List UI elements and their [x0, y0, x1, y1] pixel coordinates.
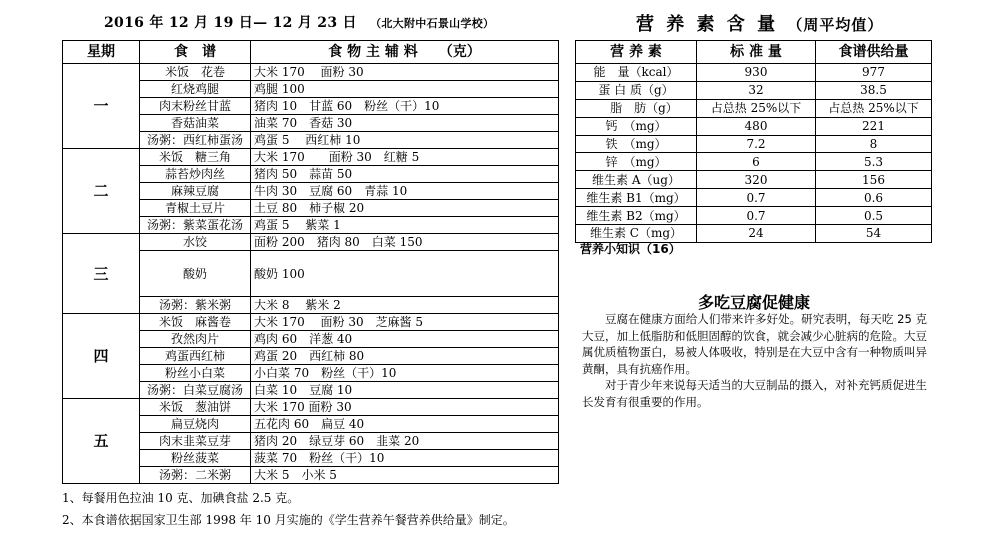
menu-ingredients: 面粉 200 猪肉 80 白菜 150	[251, 234, 559, 251]
nutrition-supply: 977	[816, 64, 932, 82]
nutrition-supply: 0.5	[816, 207, 932, 225]
nutrition-std: 0.7	[697, 189, 816, 207]
nutrition-supply: 54	[816, 225, 932, 243]
menu-dish: 红烧鸡腿	[140, 81, 251, 98]
nutrition-std: 0.7	[697, 207, 816, 225]
menu-dish: 米饭 麻酱卷	[140, 314, 251, 331]
nutrition-name: 维生素 B2（mg）	[576, 207, 697, 225]
menu-ingredients: 酸奶 100	[251, 251, 559, 297]
nutrition-supply: 221	[816, 117, 932, 135]
menu-dish: 米饭 葱油饼	[140, 399, 251, 416]
menu-row	[63, 64, 559, 81]
nutrition-row	[576, 207, 932, 225]
menu-ingredients: 大米 170 面粉 30 芝麻酱 5	[251, 314, 559, 331]
nutrition-header-supply: 食谱供给量	[816, 41, 932, 64]
menu-ingredients: 鸡肉 60 洋葱 40	[251, 331, 559, 348]
nutrition-supply: 156	[816, 171, 932, 189]
nutrition-name: 蛋 白 质（g）	[576, 81, 697, 99]
nutrition-header-name: 营 养 素	[576, 41, 697, 64]
nutrition-supply: 38.5	[816, 81, 932, 99]
menu-dish: 汤粥：白菜豆腐汤	[140, 382, 251, 399]
menu-day: 五	[63, 399, 140, 484]
nutrition-name: 铁 （mg）	[576, 135, 697, 153]
nutrition-row	[576, 189, 932, 207]
menu-ingredients: 小白菜 70 粉丝（干）10	[251, 365, 559, 382]
menu-ingredients: 大米 8 紫米 2	[251, 297, 559, 314]
article-title: 多吃豆腐促健康	[697, 293, 810, 312]
menu-ingredients: 菠菜 70 粉丝（干）10	[251, 450, 559, 467]
menu-ingredients: 猪肉 10 甘蓝 60 粉丝（干）10	[251, 98, 559, 115]
article-body	[582, 311, 927, 411]
nutrition-row	[576, 64, 932, 82]
menu-ingredients: 鸡蛋 20 西红柿 80	[251, 348, 559, 365]
menu-dish: 米饭 糖三角	[140, 149, 251, 166]
menu-day: 三	[63, 234, 140, 314]
menu-dish: 孜然肉片	[140, 331, 251, 348]
nutrition-std: 930	[697, 64, 816, 82]
menu-day: 一	[63, 64, 140, 149]
menu-row	[63, 399, 559, 416]
menu-day: 二	[63, 149, 140, 234]
menu-dish: 汤粥：紫菜蛋花汤	[140, 217, 251, 234]
menu-dish: 鸡蛋西红柿	[140, 348, 251, 365]
menu-ingredients: 鸡腿 100	[251, 81, 559, 98]
nutrition-std: 6	[697, 153, 816, 171]
menu-dish: 香菇油菜	[140, 115, 251, 132]
nutrition-row	[576, 153, 932, 171]
nutrition-table	[575, 40, 932, 243]
tip-heading: 营养小知识（16）	[580, 242, 681, 256]
school-name: （北大附中石景山学校）	[370, 17, 495, 30]
menu-ingredients: 大米 170 面粉 30	[251, 399, 559, 416]
nutrition-title	[636, 10, 883, 36]
nutrition-supply: 0.6	[816, 189, 932, 207]
menu-row	[63, 314, 559, 331]
menu-dish: 酸奶	[140, 251, 251, 297]
menu-ingredients: 大米 5 小米 5	[251, 467, 559, 484]
nutrition-std: 480	[697, 117, 816, 135]
nutrition-std: 320	[697, 171, 816, 189]
menu-header-day: 星期	[63, 41, 140, 64]
menu-ingredients: 猪肉 20 绿豆芽 60 韭菜 20	[251, 433, 559, 450]
nutrition-std: 32	[697, 81, 816, 99]
menu-ingredients: 五花肉 60 扁豆 40	[251, 416, 559, 433]
menu-dish: 肉末韭菜豆芽	[140, 433, 251, 450]
nutrition-title-text: 营 养 素 含 量	[636, 14, 779, 35]
menu-dish: 扁豆烧肉	[140, 416, 251, 433]
menu-ingredients: 土豆 80 柿子椒 20	[251, 200, 559, 217]
nutrition-std: 24	[697, 225, 816, 243]
nutrition-subtitle: （周平均值）	[787, 16, 884, 34]
menu-ingredients: 大米 170 面粉 30 红糖 5	[251, 149, 559, 166]
nutrition-row	[576, 117, 932, 135]
menu-row	[63, 149, 559, 166]
menu-dish: 汤粥：西红柿蛋汤	[140, 132, 251, 149]
nutrition-header-standard: 标 准 量	[697, 41, 816, 64]
nutrition-name: 维生素 B1（mg）	[576, 189, 697, 207]
nutrition-name: 能 量（kcal）	[576, 64, 697, 82]
note-2: 2、本食谱依据国家卫生部 1998 年 10 月实施的《学生营养午餐营养供给量》制定。	[62, 513, 515, 527]
menu-header-dish: 食 谱	[140, 41, 251, 64]
nutrition-std: 7.2	[697, 135, 816, 153]
nutrition-row	[576, 99, 932, 117]
menu-header-ingredients: 食 物 主 辅 料 （克）	[251, 41, 559, 64]
menu-dish: 青椒土豆片	[140, 200, 251, 217]
nutrition-name: 维生素 A（ug）	[576, 171, 697, 189]
menu-ingredients: 大米 170 面粉 30	[251, 64, 559, 81]
nutrition-std: 占总热 25%以下	[697, 99, 816, 117]
nutrition-supply: 8	[816, 135, 932, 153]
note-1: 1、每餐用色拉油 10 克、加碘食盐 2.5 克。	[62, 491, 300, 505]
nutrition-supply: 5.3	[816, 153, 932, 171]
nutrition-row	[576, 171, 932, 189]
nutrition-supply: 占总热 25%以下	[816, 99, 932, 117]
article-paragraph: 对于青少年来说每天适当的大豆制品的摄入，对补充钙质促进生长发育有很重要的作用。	[582, 378, 927, 409]
menu-ingredients: 猪肉 50 蒜苗 50	[251, 166, 559, 183]
nutrition-name: 锌 （mg）	[576, 153, 697, 171]
menu-dish: 肉末粉丝甘蓝	[140, 98, 251, 115]
menu-dish: 汤粥：紫米粥	[140, 297, 251, 314]
nutrition-name: 钙 （mg）	[576, 117, 697, 135]
nutrition-name: 维生素 C（mg）	[576, 225, 697, 243]
menu-ingredients: 鸡蛋 5 紫菜 1	[251, 217, 559, 234]
menu-dish: 水饺	[140, 234, 251, 251]
menu-row	[63, 234, 559, 251]
menu-table	[62, 40, 559, 484]
menu-ingredients: 鸡蛋 5 西红柿 10	[251, 132, 559, 149]
menu-dish: 米饭 花卷	[140, 64, 251, 81]
menu-ingredients: 油菜 70 香菇 30	[251, 115, 559, 132]
menu-day: 四	[63, 314, 140, 399]
nutrition-row	[576, 81, 932, 99]
nutrition-row	[576, 135, 932, 153]
menu-ingredients: 牛肉 30 豆腐 60 青蒜 10	[251, 183, 559, 200]
menu-dish: 麻辣豆腐	[140, 183, 251, 200]
menu-dish: 粉丝菠菜	[140, 450, 251, 467]
menu-title	[104, 12, 494, 32]
date-range: 2016 年 12 月 19 日— 12 月 23 日	[104, 15, 357, 31]
menu-dish: 粉丝小白菜	[140, 365, 251, 382]
menu-dish: 汤粥：二米粥	[140, 467, 251, 484]
menu-dish: 蒜苔炒肉丝	[140, 166, 251, 183]
nutrition-name: 脂 肪（g）	[576, 99, 697, 117]
article-paragraph: 豆腐在健康方面给人们带来许多好处。研究表明，每天吃 25 克大豆，加上低脂肪和低胆固醇的饮食，就会减少心脏病的危险。大豆属优质植物蛋白，易被人体吸收，特别是在大豆中含有一种物质叫异黄酮，具有抗癌作用。	[582, 312, 927, 376]
menu-ingredients: 白菜 10 豆腐 10	[251, 382, 559, 399]
